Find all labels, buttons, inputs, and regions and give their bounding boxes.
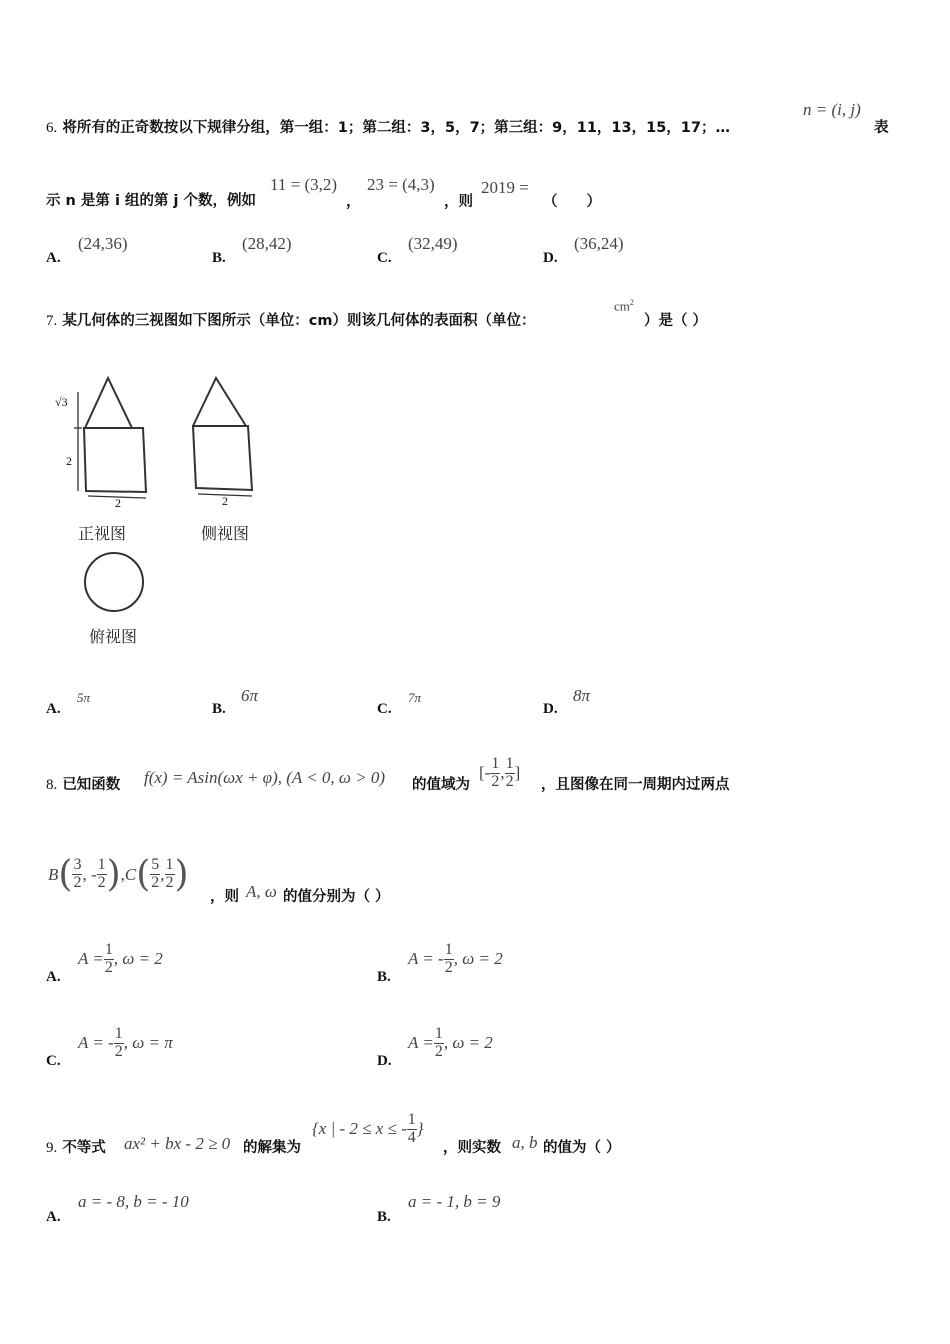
q8-b-y: $\frac{1}{2}$ bbox=[97, 856, 106, 891]
q6-comma: ， bbox=[346, 194, 361, 210]
q9-option-b-value[interactable]: a = - 1, b = 9 bbox=[408, 1192, 501, 1211]
top-view-caption: 俯视图 bbox=[89, 627, 138, 646]
q8-option-d-value[interactable]: A = $\frac{1}{2}$ , ω = 2 bbox=[408, 1025, 493, 1060]
q8-range: [- $\frac{1}{2}$ , $\frac{1}{2}$ ] bbox=[479, 755, 521, 790]
q8-option-a-value[interactable]: A = $\frac{1}{2}$ , ω = 2 bbox=[78, 941, 163, 976]
q7-line1 bbox=[46, 309, 536, 330]
q8-points: B ( $\frac{3}{2}$ , - $\frac{1}{2}$ ) , C ( $\frac{5}{2}$ , $\frac{1}{2}$ ) bbox=[48, 854, 189, 895]
q8-b-x: $\frac{3}{2}$ bbox=[73, 856, 82, 891]
q6-example-1: 11 = (3,2) bbox=[270, 175, 338, 194]
q7-option-a-value[interactable]: 5π bbox=[77, 690, 91, 705]
q6-text-a: 将所有的正奇数按以下规律分组，第一组：1；第二组：3，5，7；第三组：9，11，13，15，17；… bbox=[62, 120, 730, 136]
q8-option-c-label[interactable]: C. bbox=[46, 1053, 61, 1069]
side-view-roof bbox=[193, 378, 246, 426]
q9-line1-start bbox=[46, 1136, 106, 1157]
q9-vars: a, b bbox=[512, 1133, 538, 1152]
q8-option-b-label[interactable]: B. bbox=[377, 969, 391, 985]
q6-line1 bbox=[46, 116, 730, 137]
q6-option-c-value[interactable]: (32,49) bbox=[408, 234, 458, 253]
top-view-circle bbox=[85, 553, 143, 611]
q8-vars: A, ω bbox=[246, 882, 277, 901]
q7-unit-base: cm bbox=[614, 298, 630, 314]
q7-option-b-label[interactable]: B. bbox=[212, 701, 226, 717]
q7-option-c-label[interactable]: C. bbox=[377, 701, 392, 717]
q9-number: 9. bbox=[46, 1140, 58, 1156]
label-height: 2 bbox=[66, 454, 72, 468]
q9-text-b: 的解集为 bbox=[243, 1140, 301, 1156]
q7-option-d-label[interactable]: D. bbox=[543, 701, 558, 717]
label-sqrt3: √3 bbox=[55, 395, 68, 409]
q6-option-b-label[interactable]: B. bbox=[212, 250, 226, 266]
q8-point-b: B bbox=[48, 864, 59, 884]
q8-line1-start bbox=[46, 773, 120, 794]
q9-option-a-value[interactable]: a = - 8, b = - 10 bbox=[78, 1192, 189, 1211]
q6-blank: （ ） bbox=[543, 194, 601, 210]
label-width-front: 2 bbox=[115, 496, 121, 510]
q8-text-a: 已知函数 bbox=[62, 777, 121, 793]
q8-range-frac-1: $\frac{1}{2}$ bbox=[491, 755, 500, 790]
q9-option-a-label[interactable]: A. bbox=[46, 1209, 61, 1225]
q6-option-a-label[interactable]: A. bbox=[46, 250, 61, 266]
q9-inequality: ax² + bx - 2 ≥ 0 bbox=[124, 1134, 231, 1153]
q8-option-a-label[interactable]: A. bbox=[46, 969, 61, 985]
q8-text-d: ，则 bbox=[210, 889, 239, 905]
q7-option-d-value[interactable]: 8π bbox=[573, 686, 591, 705]
q6-pair-def: n = (i, j) bbox=[803, 100, 861, 119]
q8-range-right: ] bbox=[514, 763, 521, 783]
q8-function: f(x) = Asin(ωx + φ), (A < 0, ω > 0) bbox=[144, 768, 386, 787]
q6-text-c: 示 n 是第 i 组的第 j 个数，例如 bbox=[46, 193, 257, 209]
q8-c-x: $\frac{5}{2}$ bbox=[151, 856, 160, 891]
q7-unit-exp: 2 bbox=[629, 298, 634, 307]
q9-solution-set: {x | - 2 ≤ x ≤ - $\frac{1}{4}$ } bbox=[312, 1111, 424, 1146]
q6-example-2: 23 = (4,3) bbox=[367, 175, 435, 194]
front-view-roof bbox=[85, 378, 132, 428]
side-view-caption: 侧视图 bbox=[201, 524, 250, 543]
three-views-figure bbox=[50, 370, 280, 620]
q6-number: 6. bbox=[46, 120, 58, 136]
q8-text-c: ，且图像在同一周期内过两点 bbox=[541, 777, 730, 793]
q6-text-b: 表 bbox=[874, 120, 889, 136]
front-view-body bbox=[84, 428, 146, 492]
q6-text-d: ，则 bbox=[444, 194, 473, 210]
q7-option-a-label[interactable]: A. bbox=[46, 701, 61, 717]
q6-option-d-value[interactable]: (36,24) bbox=[574, 234, 624, 253]
side-view-body bbox=[193, 426, 252, 490]
q8-option-b-value[interactable]: A = - $\frac{1}{2}$ , ω = 2 bbox=[408, 941, 503, 976]
q7-option-b-value[interactable]: 6π bbox=[241, 686, 259, 705]
q8-point-c: C bbox=[124, 864, 137, 884]
q8-option-d-label[interactable]: D. bbox=[377, 1053, 392, 1069]
q6-option-c-label[interactable]: C. bbox=[377, 250, 392, 266]
q6-target: 2019 = bbox=[481, 178, 529, 197]
q8-c-y: $\frac{1}{2}$ bbox=[165, 856, 174, 891]
q6-option-b-value[interactable]: (28,42) bbox=[242, 234, 292, 253]
q9-text-a: 不等式 bbox=[62, 1140, 106, 1156]
q8-text-e: 的值分别为（ ） bbox=[283, 889, 390, 905]
q8-option-c-value[interactable]: A = - $\frac{1}{2}$ , ω = π bbox=[78, 1025, 173, 1060]
q7-option-c-value[interactable]: 7π bbox=[408, 690, 422, 705]
q9-text-c: ，则实数 bbox=[443, 1140, 501, 1156]
q8-range-frac-2: $\frac{1}{2}$ bbox=[505, 755, 514, 790]
q6-option-d-label[interactable]: D. bbox=[543, 250, 558, 266]
q9-quarter: $\frac{1}{4}$ bbox=[407, 1111, 416, 1146]
q7-text-a: 某几何体的三视图如下图所示（单位：cm）则该几何体的表面积（单位： bbox=[62, 313, 536, 329]
q8-number: 8. bbox=[46, 777, 58, 793]
q7-number: 7. bbox=[46, 313, 58, 329]
q8-text-b: 的值域为 bbox=[412, 777, 470, 793]
q9-option-b-label[interactable]: B. bbox=[377, 1209, 391, 1225]
label-width-side: 2 bbox=[222, 494, 228, 508]
q9-text-d: 的值为（ ） bbox=[543, 1140, 621, 1156]
q6-option-a-value[interactable]: (24,36) bbox=[78, 234, 128, 253]
q7-text-b: ）是（ ） bbox=[644, 313, 708, 329]
front-view-caption: 正视图 bbox=[78, 524, 127, 543]
q8-range-left: [- bbox=[479, 763, 491, 783]
q7-unit bbox=[614, 298, 634, 314]
